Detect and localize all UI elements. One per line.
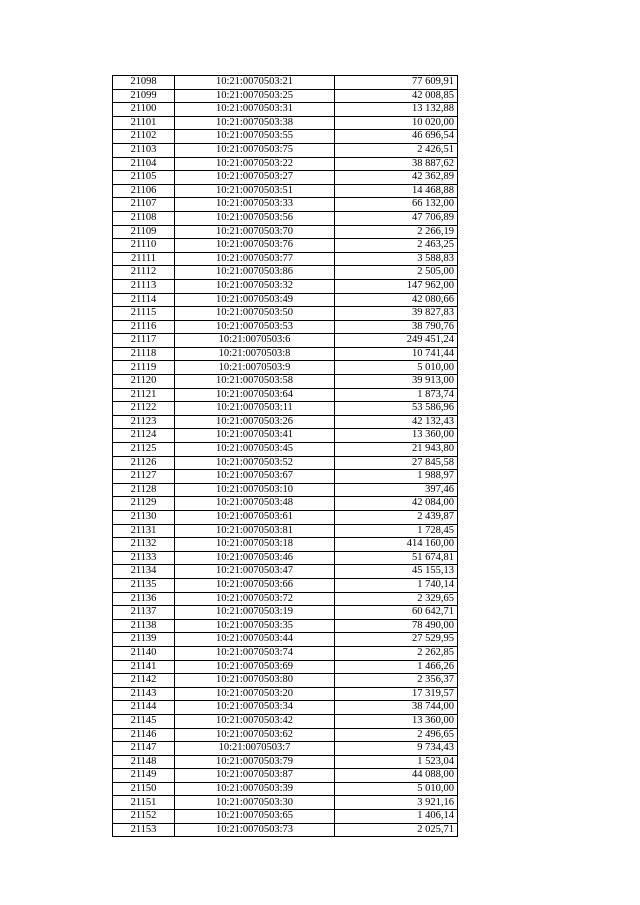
value-cell: 2 505,00 xyxy=(335,266,458,280)
table-row xyxy=(113,728,458,742)
row-number-cell: 21150 xyxy=(113,782,175,796)
row-number-cell: 21151 xyxy=(113,796,175,810)
row-number-cell: 21099 xyxy=(113,89,175,103)
cadastral-number-cell: 10:21:0070503:9 xyxy=(175,361,335,375)
table-row xyxy=(113,334,458,348)
cadastral-number-cell: 10:21:0070503:81 xyxy=(175,524,335,538)
cadastral-number-cell: 10:21:0070503:20 xyxy=(175,687,335,701)
value-cell: 1 523,04 xyxy=(335,755,458,769)
row-number-cell: 21123 xyxy=(113,415,175,429)
table-row xyxy=(113,443,458,457)
row-number-cell: 21145 xyxy=(113,714,175,728)
cadastral-number-cell: 10:21:0070503:27 xyxy=(175,171,335,185)
table-row xyxy=(113,347,458,361)
cadastral-number-cell: 10:21:0070503:35 xyxy=(175,619,335,633)
row-number-cell: 21128 xyxy=(113,483,175,497)
table-row xyxy=(113,810,458,824)
row-number-cell: 21111 xyxy=(113,252,175,266)
row-number-cell: 21098 xyxy=(113,76,175,90)
row-number-cell: 21119 xyxy=(113,361,175,375)
row-number-cell: 21124 xyxy=(113,429,175,443)
value-cell: 3 921,16 xyxy=(335,796,458,810)
table-row xyxy=(113,714,458,728)
value-cell: 21 943,80 xyxy=(335,443,458,457)
cadastral-number-cell: 10:21:0070503:7 xyxy=(175,742,335,756)
table-row xyxy=(113,76,458,90)
table-row xyxy=(113,198,458,212)
cadastral-number-cell: 10:21:0070503:52 xyxy=(175,456,335,470)
row-number-cell: 21116 xyxy=(113,320,175,334)
table-row xyxy=(113,171,458,185)
value-cell: 38 744,00 xyxy=(335,701,458,715)
table-row xyxy=(113,252,458,266)
cadastral-number-cell: 10:21:0070503:6 xyxy=(175,334,335,348)
row-number-cell: 21133 xyxy=(113,551,175,565)
row-number-cell: 21102 xyxy=(113,130,175,144)
table-row xyxy=(113,157,458,171)
cadastral-number-cell: 10:21:0070503:8 xyxy=(175,347,335,361)
value-cell: 414 160,00 xyxy=(335,538,458,552)
value-cell: 5 010,00 xyxy=(335,782,458,796)
table-row xyxy=(113,266,458,280)
value-cell: 10 020,00 xyxy=(335,116,458,130)
table-row xyxy=(113,497,458,511)
cadastral-number-cell: 10:21:0070503:87 xyxy=(175,769,335,783)
value-cell: 1 466,26 xyxy=(335,660,458,674)
cadastral-number-cell: 10:21:0070503:72 xyxy=(175,592,335,606)
row-number-cell: 21100 xyxy=(113,103,175,117)
value-cell: 66 132,00 xyxy=(335,198,458,212)
row-number-cell: 21110 xyxy=(113,239,175,253)
cadastral-number-cell: 10:21:0070503:67 xyxy=(175,470,335,484)
value-cell: 3 588,83 xyxy=(335,252,458,266)
value-cell: 60 642,71 xyxy=(335,606,458,620)
table-row xyxy=(113,116,458,130)
value-cell: 27 529,95 xyxy=(335,633,458,647)
cadastral-number-cell: 10:21:0070503:22 xyxy=(175,157,335,171)
row-number-cell: 21143 xyxy=(113,687,175,701)
cadastral-number-cell: 10:21:0070503:46 xyxy=(175,551,335,565)
cadastral-number-cell: 10:21:0070503:32 xyxy=(175,279,335,293)
value-cell: 13 360,00 xyxy=(335,714,458,728)
value-cell: 78 490,00 xyxy=(335,619,458,633)
table-row xyxy=(113,660,458,674)
row-number-cell: 21130 xyxy=(113,511,175,525)
value-cell: 1 873,74 xyxy=(335,388,458,402)
row-number-cell: 21121 xyxy=(113,388,175,402)
row-number-cell: 21103 xyxy=(113,143,175,157)
table-row xyxy=(113,143,458,157)
value-cell: 2 025,71 xyxy=(335,823,458,837)
value-cell: 46 696,54 xyxy=(335,130,458,144)
cadastral-number-cell: 10:21:0070503:10 xyxy=(175,483,335,497)
row-number-cell: 21147 xyxy=(113,742,175,756)
cadastral-number-cell: 10:21:0070503:38 xyxy=(175,116,335,130)
row-number-cell: 21131 xyxy=(113,524,175,538)
table-row xyxy=(113,551,458,565)
value-cell: 5 010,00 xyxy=(335,361,458,375)
row-number-cell: 21134 xyxy=(113,565,175,579)
row-number-cell: 21107 xyxy=(113,198,175,212)
table-row xyxy=(113,511,458,525)
value-cell: 1 988,97 xyxy=(335,470,458,484)
table-row xyxy=(113,89,458,103)
table-row xyxy=(113,239,458,253)
value-cell: 44 088,00 xyxy=(335,769,458,783)
cadastral-number-cell: 10:21:0070503:45 xyxy=(175,443,335,457)
value-cell: 1 406,14 xyxy=(335,810,458,824)
cadastral-number-cell: 10:21:0070503:44 xyxy=(175,633,335,647)
table-row xyxy=(113,701,458,715)
table-row xyxy=(113,592,458,606)
value-cell: 1 740,14 xyxy=(335,578,458,592)
table-row xyxy=(113,402,458,416)
cadastral-number-cell: 10:21:0070503:74 xyxy=(175,646,335,660)
row-number-cell: 21106 xyxy=(113,184,175,198)
cadastral-number-cell: 10:21:0070503:11 xyxy=(175,402,335,416)
value-cell: 2 463,25 xyxy=(335,239,458,253)
row-number-cell: 21108 xyxy=(113,211,175,225)
value-cell: 53 586,96 xyxy=(335,402,458,416)
value-cell: 51 674,81 xyxy=(335,551,458,565)
value-cell: 9 734,43 xyxy=(335,742,458,756)
table-row xyxy=(113,470,458,484)
table-row xyxy=(113,184,458,198)
table-row xyxy=(113,456,458,470)
table-row xyxy=(113,755,458,769)
table-row xyxy=(113,415,458,429)
value-cell: 42 084,00 xyxy=(335,497,458,511)
table-row xyxy=(113,293,458,307)
table-row xyxy=(113,646,458,660)
row-number-cell: 21136 xyxy=(113,592,175,606)
row-number-cell: 21146 xyxy=(113,728,175,742)
cadastral-number-cell: 10:21:0070503:30 xyxy=(175,796,335,810)
table-row xyxy=(113,538,458,552)
cadastral-number-cell: 10:21:0070503:34 xyxy=(175,701,335,715)
row-number-cell: 21139 xyxy=(113,633,175,647)
cadastral-number-cell: 10:21:0070503:53 xyxy=(175,320,335,334)
cadastral-number-cell: 10:21:0070503:56 xyxy=(175,211,335,225)
value-cell: 2 262,85 xyxy=(335,646,458,660)
row-number-cell: 21148 xyxy=(113,755,175,769)
value-cell: 14 468,88 xyxy=(335,184,458,198)
value-cell: 10 741,44 xyxy=(335,347,458,361)
row-number-cell: 21144 xyxy=(113,701,175,715)
table-row xyxy=(113,320,458,334)
table-row xyxy=(113,307,458,321)
row-number-cell: 21142 xyxy=(113,674,175,688)
table-row xyxy=(113,361,458,375)
table-row xyxy=(113,769,458,783)
table-row xyxy=(113,687,458,701)
row-number-cell: 21132 xyxy=(113,538,175,552)
table-row xyxy=(113,375,458,389)
table-row xyxy=(113,388,458,402)
table-row xyxy=(113,796,458,810)
cadastral-number-cell: 10:21:0070503:50 xyxy=(175,307,335,321)
table-row xyxy=(113,565,458,579)
value-cell: 147 962,00 xyxy=(335,279,458,293)
value-cell: 42 008,85 xyxy=(335,89,458,103)
table-row xyxy=(113,225,458,239)
cadastral-number-cell: 10:21:0070503:48 xyxy=(175,497,335,511)
row-number-cell: 21117 xyxy=(113,334,175,348)
cadastral-number-cell: 10:21:0070503:73 xyxy=(175,823,335,837)
value-cell: 2 356,37 xyxy=(335,674,458,688)
row-number-cell: 21135 xyxy=(113,578,175,592)
cadastral-number-cell: 10:21:0070503:79 xyxy=(175,755,335,769)
table-row xyxy=(113,619,458,633)
row-number-cell: 21141 xyxy=(113,660,175,674)
value-cell: 39 913,00 xyxy=(335,375,458,389)
table-row xyxy=(113,578,458,592)
cadastral-number-cell: 10:21:0070503:47 xyxy=(175,565,335,579)
cadastral-number-cell: 10:21:0070503:49 xyxy=(175,293,335,307)
row-number-cell: 21149 xyxy=(113,769,175,783)
row-number-cell: 21140 xyxy=(113,646,175,660)
cadastral-number-cell: 10:21:0070503:58 xyxy=(175,375,335,389)
cadastral-number-cell: 10:21:0070503:41 xyxy=(175,429,335,443)
row-number-cell: 21118 xyxy=(113,347,175,361)
row-number-cell: 21105 xyxy=(113,171,175,185)
table-row xyxy=(113,782,458,796)
table-row xyxy=(113,606,458,620)
value-cell: 77 609,91 xyxy=(335,76,458,90)
value-cell: 2 329,65 xyxy=(335,592,458,606)
value-cell: 38 887,62 xyxy=(335,157,458,171)
value-cell: 249 451,24 xyxy=(335,334,458,348)
cadastral-number-cell: 10:21:0070503:80 xyxy=(175,674,335,688)
cadastral-number-cell: 10:21:0070503:42 xyxy=(175,714,335,728)
table-row xyxy=(113,674,458,688)
table-row xyxy=(113,524,458,538)
value-cell: 13 360,00 xyxy=(335,429,458,443)
cadastral-number-cell: 10:21:0070503:55 xyxy=(175,130,335,144)
row-number-cell: 21137 xyxy=(113,606,175,620)
value-cell: 2 496,65 xyxy=(335,728,458,742)
cadastral-number-cell: 10:21:0070503:33 xyxy=(175,198,335,212)
value-cell: 38 790,76 xyxy=(335,320,458,334)
table-row xyxy=(113,211,458,225)
cadastral-number-cell: 10:21:0070503:75 xyxy=(175,143,335,157)
table-body xyxy=(113,76,458,837)
cadastral-number-cell: 10:21:0070503:51 xyxy=(175,184,335,198)
row-number-cell: 21112 xyxy=(113,266,175,280)
value-cell: 42 362,89 xyxy=(335,171,458,185)
cadastral-number-cell: 10:21:0070503:77 xyxy=(175,252,335,266)
table-row xyxy=(113,429,458,443)
cadastral-number-cell: 10:21:0070503:70 xyxy=(175,225,335,239)
value-cell: 42 080,66 xyxy=(335,293,458,307)
row-number-cell: 21104 xyxy=(113,157,175,171)
value-cell: 2 266,19 xyxy=(335,225,458,239)
value-cell: 27 845,58 xyxy=(335,456,458,470)
cadastral-number-cell: 10:21:0070503:39 xyxy=(175,782,335,796)
row-number-cell: 21113 xyxy=(113,279,175,293)
row-number-cell: 21101 xyxy=(113,116,175,130)
table-row xyxy=(113,279,458,293)
cadastral-number-cell: 10:21:0070503:25 xyxy=(175,89,335,103)
cadastral-number-cell: 10:21:0070503:21 xyxy=(175,76,335,90)
cadastral-number-cell: 10:21:0070503:26 xyxy=(175,415,335,429)
row-number-cell: 21138 xyxy=(113,619,175,633)
value-cell: 1 728,45 xyxy=(335,524,458,538)
value-cell: 47 706,89 xyxy=(335,211,458,225)
row-number-cell: 21153 xyxy=(113,823,175,837)
cadastral-number-cell: 10:21:0070503:62 xyxy=(175,728,335,742)
cadastral-number-cell: 10:21:0070503:86 xyxy=(175,266,335,280)
value-cell: 397,46 xyxy=(335,483,458,497)
row-number-cell: 21126 xyxy=(113,456,175,470)
row-number-cell: 21115 xyxy=(113,307,175,321)
table-row xyxy=(113,483,458,497)
table-row xyxy=(113,103,458,117)
cadastral-number-cell: 10:21:0070503:76 xyxy=(175,239,335,253)
table-row xyxy=(113,823,458,837)
cadastral-value-table xyxy=(112,75,458,837)
table-row xyxy=(113,633,458,647)
table-row xyxy=(113,130,458,144)
value-cell: 13 132,88 xyxy=(335,103,458,117)
cadastral-number-cell: 10:21:0070503:69 xyxy=(175,660,335,674)
value-cell: 45 155,13 xyxy=(335,565,458,579)
cadastral-number-cell: 10:21:0070503:31 xyxy=(175,103,335,117)
row-number-cell: 21129 xyxy=(113,497,175,511)
value-cell: 39 827,83 xyxy=(335,307,458,321)
value-cell: 42 132,43 xyxy=(335,415,458,429)
cadastral-number-cell: 10:21:0070503:19 xyxy=(175,606,335,620)
cadastral-number-cell: 10:21:0070503:66 xyxy=(175,578,335,592)
row-number-cell: 21127 xyxy=(113,470,175,484)
table-row xyxy=(113,742,458,756)
row-number-cell: 21122 xyxy=(113,402,175,416)
value-cell: 17 319,57 xyxy=(335,687,458,701)
value-cell: 2 439,87 xyxy=(335,511,458,525)
row-number-cell: 21114 xyxy=(113,293,175,307)
row-number-cell: 21120 xyxy=(113,375,175,389)
cadastral-number-cell: 10:21:0070503:18 xyxy=(175,538,335,552)
value-cell: 2 426,51 xyxy=(335,143,458,157)
cadastral-number-cell: 10:21:0070503:65 xyxy=(175,810,335,824)
cadastral-number-cell: 10:21:0070503:61 xyxy=(175,511,335,525)
row-number-cell: 21109 xyxy=(113,225,175,239)
row-number-cell: 21152 xyxy=(113,810,175,824)
row-number-cell: 21125 xyxy=(113,443,175,457)
cadastral-number-cell: 10:21:0070503:64 xyxy=(175,388,335,402)
